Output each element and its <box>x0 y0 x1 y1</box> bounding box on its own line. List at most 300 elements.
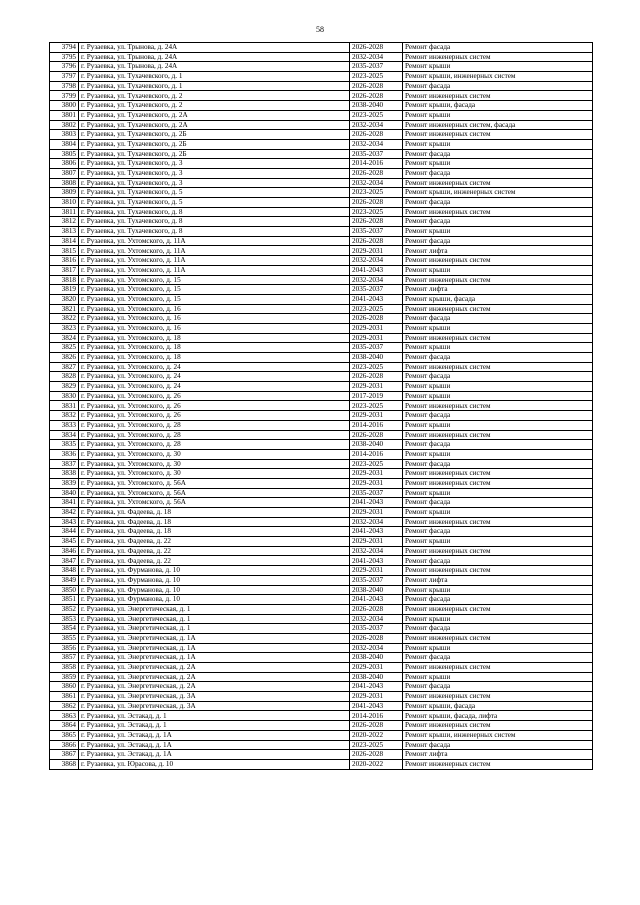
table-row <box>50 333 593 343</box>
row-number-cell: 3837 <box>50 459 79 469</box>
row-number-cell: 3842 <box>50 508 79 518</box>
row-number-cell: 3851 <box>50 595 79 605</box>
table-body <box>50 43 593 770</box>
work-type-cell: Ремонт крыши, инженерных систем <box>403 730 593 740</box>
table-row <box>50 227 593 237</box>
period-cell: 2014-2016 <box>350 449 403 459</box>
row-number-cell: 3803 <box>50 130 79 140</box>
row-number-cell: 3852 <box>50 604 79 614</box>
row-number-cell: 3795 <box>50 52 79 62</box>
table-row <box>50 546 593 556</box>
address-cell: г. Рузаевка, ул. Ухтомского, д. 26 <box>79 411 350 421</box>
row-number-cell: 3822 <box>50 314 79 324</box>
address-cell: г. Рузаевка, ул. Тухачевского, д. 8 <box>79 207 350 217</box>
address-cell: г. Рузаевка, ул. Тухачевского, д. 5 <box>79 188 350 198</box>
period-cell: 2038-2040 <box>350 101 403 111</box>
period-cell: 2038-2040 <box>350 653 403 663</box>
period-cell: 2041-2043 <box>350 682 403 692</box>
table-row <box>50 614 593 624</box>
period-cell: 2026-2028 <box>350 721 403 731</box>
period-cell: 2032-2034 <box>350 614 403 624</box>
work-type-cell: Ремонт фасада <box>403 440 593 450</box>
row-number-cell: 3839 <box>50 478 79 488</box>
work-type-cell: Ремонт крыши <box>403 110 593 120</box>
work-type-cell: Ремонт фасада <box>403 372 593 382</box>
table-row <box>50 420 593 430</box>
table-row <box>50 575 593 585</box>
table-row <box>50 498 593 508</box>
table-row <box>50 149 593 159</box>
address-cell: г. Рузаевка, ул. Ухтомского, д. 24 <box>79 362 350 372</box>
row-number-cell: 3847 <box>50 556 79 566</box>
page-number: 58 <box>316 25 324 34</box>
row-number-cell: 3853 <box>50 614 79 624</box>
row-number-cell: 3838 <box>50 469 79 479</box>
address-cell: г. Рузаевка, ул. Фадеева, д. 18 <box>79 527 350 537</box>
table-row <box>50 110 593 120</box>
period-cell: 2029-2031 <box>350 411 403 421</box>
address-cell: г. Рузаевка, ул. Ухтомского, д. 11А <box>79 265 350 275</box>
work-type-cell: Ремонт крыши, фасада, лифта <box>403 711 593 721</box>
work-type-cell: Ремонт фасада <box>403 198 593 208</box>
work-type-cell: Ремонт лифта <box>403 750 593 760</box>
work-type-cell: Ремонт инженерных систем <box>403 633 593 643</box>
address-cell: г. Рузаевка, ул. Трынова, д. 24А <box>79 62 350 72</box>
address-cell: г. Рузаевка, ул. Тухачевского, д. 2Б <box>79 149 350 159</box>
address-cell: г. Рузаевка, ул. Ухтомского, д. 26 <box>79 401 350 411</box>
address-cell: г. Рузаевка, ул. Трынова, д. 24А <box>79 52 350 62</box>
row-number-cell: 3808 <box>50 178 79 188</box>
table-row <box>50 682 593 692</box>
table-row <box>50 62 593 72</box>
work-type-cell: Ремонт инженерных систем, фасада <box>403 120 593 130</box>
row-number-cell: 3830 <box>50 391 79 401</box>
period-cell: 2041-2043 <box>350 294 403 304</box>
table-row <box>50 527 593 537</box>
row-number-cell: 3856 <box>50 643 79 653</box>
period-cell: 2038-2040 <box>350 672 403 682</box>
table-row <box>50 488 593 498</box>
row-number-cell: 3816 <box>50 256 79 266</box>
address-cell: г. Рузаевка, ул. Ухтомского, д. 24 <box>79 382 350 392</box>
row-number-cell: 3797 <box>50 72 79 82</box>
row-number-cell: 3859 <box>50 672 79 682</box>
work-type-cell: Ремонт инженерных систем <box>403 759 593 769</box>
period-cell: 2035-2037 <box>350 624 403 634</box>
row-number-cell: 3846 <box>50 546 79 556</box>
period-cell: 2029-2031 <box>350 508 403 518</box>
work-type-cell: Ремонт фасада <box>403 498 593 508</box>
work-type-cell: Ремонт фасада <box>403 314 593 324</box>
table-row <box>50 711 593 721</box>
address-cell: г. Рузаевка, ул. Эстакад, д. 1 <box>79 721 350 731</box>
address-cell: г. Рузаевка, ул. Ухтомского, д. 30 <box>79 449 350 459</box>
work-type-cell: Ремонт инженерных систем <box>403 604 593 614</box>
address-cell: г. Рузаевка, ул. Фурманова, д. 10 <box>79 595 350 605</box>
table-row <box>50 382 593 392</box>
row-number-cell: 3824 <box>50 333 79 343</box>
work-type-cell: Ремонт крыши, фасада <box>403 294 593 304</box>
work-type-cell: Ремонт крыши <box>403 537 593 547</box>
period-cell: 2026-2028 <box>350 91 403 101</box>
row-number-cell: 3829 <box>50 382 79 392</box>
address-cell: г. Рузаевка, ул. Ухтомского, д. 16 <box>79 314 350 324</box>
period-cell: 2035-2037 <box>350 488 403 498</box>
work-type-cell: Ремонт инженерных систем <box>403 692 593 702</box>
table-row <box>50 566 593 576</box>
address-cell: г. Рузаевка, ул. Ухтомского, д. 56А <box>79 488 350 498</box>
table-row <box>50 188 593 198</box>
address-cell: г. Рузаевка, ул. Ухтомского, д. 30 <box>79 469 350 479</box>
table-row <box>50 304 593 314</box>
period-cell: 2023-2025 <box>350 304 403 314</box>
period-cell: 2014-2016 <box>350 711 403 721</box>
address-cell: г. Рузаевка, ул. Энергетическая, д. 1А <box>79 633 350 643</box>
table-row <box>50 663 593 673</box>
row-number-cell: 3825 <box>50 343 79 353</box>
table-row <box>50 653 593 663</box>
period-cell: 2014-2016 <box>350 159 403 169</box>
work-type-cell: Ремонт инженерных систем <box>403 517 593 527</box>
period-cell: 2029-2031 <box>350 537 403 547</box>
period-cell: 2041-2043 <box>350 595 403 605</box>
row-number-cell: 3814 <box>50 236 79 246</box>
period-cell: 2023-2025 <box>350 188 403 198</box>
table-row <box>50 633 593 643</box>
period-cell: 2032-2034 <box>350 546 403 556</box>
row-number-cell: 3801 <box>50 110 79 120</box>
table-row <box>50 430 593 440</box>
row-number-cell: 3862 <box>50 701 79 711</box>
address-cell: г. Рузаевка, ул. Тухачевского, д. 2А <box>79 120 350 130</box>
address-cell: г. Рузаевка, ул. Тухачевского, д. 2Б <box>79 130 350 140</box>
period-cell: 2023-2025 <box>350 72 403 82</box>
work-type-cell: Ремонт крыши, фасада <box>403 101 593 111</box>
period-cell: 2014-2016 <box>350 420 403 430</box>
work-type-cell: Ремонт крыши <box>403 323 593 333</box>
row-number-cell: 3845 <box>50 537 79 547</box>
period-cell: 2032-2034 <box>350 120 403 130</box>
period-cell: 2035-2037 <box>350 149 403 159</box>
table-row <box>50 508 593 518</box>
table-row <box>50 265 593 275</box>
row-number-cell: 3868 <box>50 759 79 769</box>
table-row <box>50 391 593 401</box>
address-cell: г. Рузаевка, ул. Ухтомского, д. 28 <box>79 430 350 440</box>
address-cell: г. Рузаевка, ул. Энергетическая, д. 3А <box>79 701 350 711</box>
period-cell: 2020-2022 <box>350 730 403 740</box>
work-type-cell: Ремонт фасада <box>403 236 593 246</box>
table-row <box>50 372 593 382</box>
table-row <box>50 168 593 178</box>
period-cell: 2026-2028 <box>350 372 403 382</box>
table-row <box>50 449 593 459</box>
address-cell: г. Рузаевка, ул. Энергетическая, д. 1А <box>79 643 350 653</box>
table-row <box>50 178 593 188</box>
work-type-cell: Ремонт фасада <box>403 624 593 634</box>
row-number-cell: 3805 <box>50 149 79 159</box>
work-type-cell: Ремонт инженерных систем <box>403 275 593 285</box>
work-type-cell: Ремонт крыши <box>403 139 593 149</box>
row-number-cell: 3849 <box>50 575 79 585</box>
address-cell: г. Рузаевка, ул. Энергетическая, д. 2А <box>79 672 350 682</box>
address-cell: г. Рузаевка, ул. Фадеева, д. 22 <box>79 546 350 556</box>
work-type-cell: Ремонт крыши <box>403 391 593 401</box>
address-cell: г. Рузаевка, ул. Тухачевского, д. 2А <box>79 110 350 120</box>
address-cell: г. Рузаевка, ул. Фадеева, д. 22 <box>79 537 350 547</box>
work-type-cell: Ремонт инженерных систем <box>403 478 593 488</box>
address-cell: г. Рузаевка, ул. Ухтомского, д. 30 <box>79 459 350 469</box>
period-cell: 2041-2043 <box>350 498 403 508</box>
period-cell: 2023-2025 <box>350 110 403 120</box>
period-cell: 2026-2028 <box>350 43 403 53</box>
work-type-cell: Ремонт инженерных систем <box>403 546 593 556</box>
work-type-cell: Ремонт инженерных систем <box>403 178 593 188</box>
period-cell: 2032-2034 <box>350 178 403 188</box>
period-cell: 2029-2031 <box>350 323 403 333</box>
work-type-cell: Ремонт крыши <box>403 227 593 237</box>
work-type-cell: Ремонт крыши <box>403 420 593 430</box>
table-row <box>50 740 593 750</box>
period-cell: 2032-2034 <box>350 52 403 62</box>
address-cell: г. Рузаевка, ул. Ухтомского, д. 28 <box>79 440 350 450</box>
period-cell: 2026-2028 <box>350 633 403 643</box>
work-type-cell: Ремонт фасада <box>403 682 593 692</box>
table-row <box>50 517 593 527</box>
work-type-cell: Ремонт инженерных систем <box>403 663 593 673</box>
address-cell: г. Рузаевка, ул. Тухачевского, д. 1 <box>79 81 350 91</box>
address-cell: г. Рузаевка, ул. Энергетическая, д. 2А <box>79 682 350 692</box>
work-type-cell: Ремонт инженерных систем <box>403 362 593 372</box>
work-type-cell: Ремонт крыши, инженерных систем <box>403 72 593 82</box>
address-cell: г. Рузаевка, ул. Энергетическая, д. 1А <box>79 653 350 663</box>
row-number-cell: 3835 <box>50 440 79 450</box>
row-number-cell: 3819 <box>50 285 79 295</box>
table-row <box>50 198 593 208</box>
table-row <box>50 101 593 111</box>
work-type-cell: Ремонт крыши, инженерных систем <box>403 188 593 198</box>
table-row <box>50 624 593 634</box>
table-row <box>50 130 593 140</box>
row-number-cell: 3857 <box>50 653 79 663</box>
period-cell: 2035-2037 <box>350 343 403 353</box>
row-number-cell: 3836 <box>50 449 79 459</box>
address-cell: г. Рузаевка, ул. Энергетическая, д. 1 <box>79 604 350 614</box>
work-type-cell: Ремонт крыши <box>403 382 593 392</box>
row-number-cell: 3821 <box>50 304 79 314</box>
work-type-cell: Ремонт крыши <box>403 614 593 624</box>
table-row <box>50 537 593 547</box>
period-cell: 2041-2043 <box>350 556 403 566</box>
row-number-cell: 3840 <box>50 488 79 498</box>
table-row <box>50 256 593 266</box>
row-number-cell: 3815 <box>50 246 79 256</box>
period-cell: 2029-2031 <box>350 566 403 576</box>
row-number-cell: 3844 <box>50 527 79 537</box>
address-cell: г. Рузаевка, ул. Ухтомского, д. 26 <box>79 391 350 401</box>
work-type-cell: Ремонт фасада <box>403 168 593 178</box>
work-type-cell: Ремонт крыши <box>403 343 593 353</box>
address-cell: г. Рузаевка, ул. Ухтомского, д. 56А <box>79 478 350 488</box>
row-number-cell: 3831 <box>50 401 79 411</box>
address-cell: г. Рузаевка, ул. Энергетическая, д. 3А <box>79 692 350 702</box>
work-type-cell: Ремонт инженерных систем <box>403 91 593 101</box>
row-number-cell: 3841 <box>50 498 79 508</box>
period-cell: 2029-2031 <box>350 382 403 392</box>
work-type-cell: Ремонт лифта <box>403 246 593 256</box>
table-row <box>50 440 593 450</box>
work-type-cell: Ремонт инженерных систем <box>403 469 593 479</box>
work-type-cell: Ремонт крыши <box>403 643 593 653</box>
row-number-cell: 3848 <box>50 566 79 576</box>
address-cell: г. Рузаевка, ул. Тухачевского, д. 3 <box>79 159 350 169</box>
row-number-cell: 3799 <box>50 91 79 101</box>
address-cell: г. Рузаевка, ул. Тухачевского, д. 8 <box>79 227 350 237</box>
table-row <box>50 721 593 731</box>
row-number-cell: 3823 <box>50 323 79 333</box>
address-cell: г. Рузаевка, ул. Фадеева, д. 18 <box>79 508 350 518</box>
address-cell: г. Рузаевка, ул. Эстакад, д. 1 <box>79 711 350 721</box>
row-number-cell: 3850 <box>50 585 79 595</box>
period-cell: 2026-2028 <box>350 236 403 246</box>
row-number-cell: 3855 <box>50 633 79 643</box>
table-row <box>50 478 593 488</box>
address-cell: г. Рузаевка, ул. Тухачевского, д. 1 <box>79 72 350 82</box>
address-cell: г. Рузаевка, ул. Эстакад, д. 1А <box>79 730 350 740</box>
period-cell: 2035-2037 <box>350 62 403 72</box>
address-cell: г. Рузаевка, ул. Ухтомского, д. 18 <box>79 353 350 363</box>
period-cell: 2035-2037 <box>350 227 403 237</box>
table-row <box>50 217 593 227</box>
work-type-cell: Ремонт лифта <box>403 575 593 585</box>
period-cell: 2032-2034 <box>350 517 403 527</box>
period-cell: 2041-2043 <box>350 701 403 711</box>
row-number-cell: 3858 <box>50 663 79 673</box>
work-type-cell: Ремонт инженерных систем <box>403 566 593 576</box>
work-type-cell: Ремонт крыши <box>403 508 593 518</box>
work-type-cell: Ремонт инженерных систем <box>403 721 593 731</box>
table-row <box>50 759 593 769</box>
address-cell: г. Рузаевка, ул. Ухтомского, д. 18 <box>79 333 350 343</box>
work-type-cell: Ремонт крыши <box>403 159 593 169</box>
work-type-cell: Ремонт фасада <box>403 353 593 363</box>
work-type-cell: Ремонт инженерных систем <box>403 333 593 343</box>
row-number-cell: 3798 <box>50 81 79 91</box>
period-cell: 2038-2040 <box>350 585 403 595</box>
row-number-cell: 3804 <box>50 139 79 149</box>
row-number-cell: 3834 <box>50 430 79 440</box>
row-number-cell: 3828 <box>50 372 79 382</box>
address-cell: г. Рузаевка, ул. Ухтомского, д. 11А <box>79 246 350 256</box>
period-cell: 2029-2031 <box>350 478 403 488</box>
address-cell: г. Рузаевка, ул. Юрасова, д. 10 <box>79 759 350 769</box>
table-row <box>50 750 593 760</box>
table-row <box>50 323 593 333</box>
period-cell: 2029-2031 <box>350 692 403 702</box>
period-cell: 2026-2028 <box>350 604 403 614</box>
address-cell: г. Рузаевка, ул. Ухтомского, д. 15 <box>79 275 350 285</box>
table-row <box>50 692 593 702</box>
table-row <box>50 353 593 363</box>
row-number-cell: 3854 <box>50 624 79 634</box>
work-type-cell: Ремонт фасада <box>403 527 593 537</box>
period-cell: 2023-2025 <box>350 401 403 411</box>
address-cell: г. Рузаевка, ул. Фадеева, д. 18 <box>79 517 350 527</box>
work-type-cell: Ремонт фасада <box>403 43 593 53</box>
address-cell: г. Рузаевка, ул. Ухтомского, д. 56А <box>79 498 350 508</box>
address-cell: г. Рузаевка, ул. Ухтомского, д. 16 <box>79 304 350 314</box>
work-type-cell: Ремонт фасада <box>403 149 593 159</box>
address-cell: г. Рузаевка, ул. Тухачевского, д. 2Б <box>79 139 350 149</box>
period-cell: 2026-2028 <box>350 430 403 440</box>
row-number-cell: 3806 <box>50 159 79 169</box>
period-cell: 2026-2028 <box>350 130 403 140</box>
address-cell: г. Рузаевка, ул. Ухтомского, д. 18 <box>79 343 350 353</box>
address-cell: г. Рузаевка, ул. Ухтомского, д. 11А <box>79 256 350 266</box>
table-row <box>50 294 593 304</box>
work-type-cell: Ремонт крыши <box>403 265 593 275</box>
table-row <box>50 701 593 711</box>
work-type-cell: Ремонт инженерных систем <box>403 207 593 217</box>
address-cell: г. Рузаевка, ул. Фурманова, д. 10 <box>79 566 350 576</box>
table-row <box>50 556 593 566</box>
table-row <box>50 139 593 149</box>
address-cell: г. Рузаевка, ул. Ухтомского, д. 11А <box>79 236 350 246</box>
address-cell: г. Рузаевка, ул. Фурманова, д. 10 <box>79 585 350 595</box>
work-type-cell: Ремонт инженерных систем <box>403 130 593 140</box>
row-number-cell: 3817 <box>50 265 79 275</box>
period-cell: 2029-2031 <box>350 663 403 673</box>
row-number-cell: 3800 <box>50 101 79 111</box>
work-type-cell: Ремонт фасада <box>403 459 593 469</box>
row-number-cell: 3812 <box>50 217 79 227</box>
work-type-cell: Ремонт крыши, фасада <box>403 701 593 711</box>
work-type-cell: Ремонт фасада <box>403 217 593 227</box>
work-type-cell: Ремонт лифта <box>403 285 593 295</box>
row-number-cell: 3818 <box>50 275 79 285</box>
table-row <box>50 207 593 217</box>
row-number-cell: 3832 <box>50 411 79 421</box>
address-cell: г. Рузаевка, ул. Тухачевского, д. 5 <box>79 198 350 208</box>
period-cell: 2026-2028 <box>350 198 403 208</box>
work-type-cell: Ремонт крыши <box>403 449 593 459</box>
table-row <box>50 285 593 295</box>
period-cell: 2035-2037 <box>350 575 403 585</box>
period-cell: 2020-2022 <box>350 759 403 769</box>
row-number-cell: 3807 <box>50 168 79 178</box>
table-row <box>50 730 593 740</box>
table-row <box>50 469 593 479</box>
address-cell: г. Рузаевка, ул. Тухачевского, д. 8 <box>79 217 350 227</box>
table-row <box>50 585 593 595</box>
table-row <box>50 672 593 682</box>
address-cell: г. Рузаевка, ул. Ухтомского, д. 16 <box>79 323 350 333</box>
row-number-cell: 3863 <box>50 711 79 721</box>
period-cell: 2026-2028 <box>350 81 403 91</box>
work-type-cell: Ремонт фасада <box>403 595 593 605</box>
row-number-cell: 3794 <box>50 43 79 53</box>
row-number-cell: 3867 <box>50 750 79 760</box>
work-type-cell: Ремонт инженерных систем <box>403 430 593 440</box>
row-number-cell: 3796 <box>50 62 79 72</box>
period-cell: 2032-2034 <box>350 256 403 266</box>
period-cell: 2023-2025 <box>350 207 403 217</box>
table-row <box>50 159 593 169</box>
table-row <box>50 643 593 653</box>
period-cell: 2017-2019 <box>350 391 403 401</box>
work-type-cell: Ремонт фасада <box>403 740 593 750</box>
address-cell: г. Рузаевка, ул. Фадеева, д. 22 <box>79 556 350 566</box>
